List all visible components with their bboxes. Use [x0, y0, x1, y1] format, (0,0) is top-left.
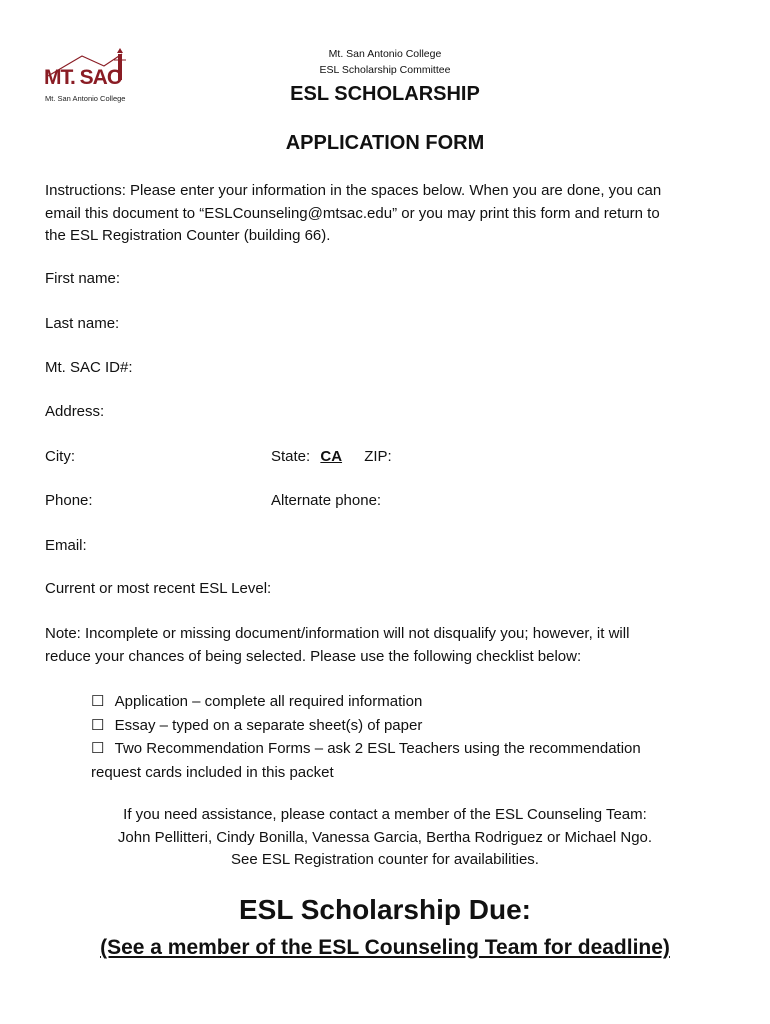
checklist: [91, 690, 751, 784]
checklist-item-essay: ☐ Essay – typed on a separate sheet(s) of paper: [91, 716, 423, 734]
alt-phone-label: Alternate phone:: [271, 492, 382, 509]
page-title: ESL SCHOLARSHIP: [290, 83, 480, 105]
committee-name: ESL Scholarship Committee: [319, 64, 451, 76]
assistance-line-1: If you need assistance, please contact a member of the ESL Counseling Team:: [123, 806, 647, 823]
address-label: Address:: [45, 403, 105, 420]
logo-subtext: Mt. San Antonio College: [45, 94, 126, 103]
esl-level-label: Current or most recent ESL Level:: [45, 580, 272, 597]
city-label: City:: [45, 448, 75, 465]
logo-text: MT. SAC: [44, 66, 121, 89]
checkbox-icon[interactable]: ☐: [91, 693, 105, 710]
checklist-item-recommendations-cont: request cards included in this packet: [91, 763, 334, 781]
page-subtitle: APPLICATION FORM: [285, 132, 485, 154]
instructions: [45, 180, 745, 248]
due-title: ESL Scholarship Due:: [239, 894, 531, 925]
first-name-label: First name:: [45, 270, 121, 287]
note-line-2: reduce your chances of being selected. Please use the following checklist below:: [45, 647, 582, 665]
note: [45, 623, 745, 668]
phone-label: Phone:: [45, 492, 93, 509]
checkbox-icon[interactable]: ☐: [91, 740, 105, 757]
zip-label: ZIP:: [364, 448, 392, 465]
state-field: [271, 448, 392, 465]
instructions-line-2: email this document to “ESLCounseling@mtsac.edu” or you may print this form and return to: [45, 204, 660, 222]
checklist-item-recommendations: ☐ Two Recommendation Forms – ask 2 ESL Teachers using the recommendation: [91, 740, 641, 757]
state-label: State:: [271, 448, 311, 465]
checklist-item-application: ☐ Application – complete all required information: [91, 693, 423, 710]
instructions-line-1: Instructions: Please enter your information in the spaces below. When you are done, you can: [45, 182, 662, 199]
due-subtitle: (See a member of the ESL Counseling Team for deadline): [100, 936, 670, 959]
instructions-line-3: the ESL Registration Counter (building 66).: [45, 227, 331, 244]
last-name-label: Last name:: [45, 315, 120, 332]
note-line-1: Note: Incomplete or missing document/information will not disqualify you; however, it will: [45, 625, 630, 642]
id-label: Mt. SAC ID#:: [45, 359, 133, 376]
assistance-line-3: See ESL Registration counter for availabilities.: [231, 851, 539, 868]
checkbox-icon[interactable]: ☐: [91, 716, 105, 734]
email-label: Email:: [45, 537, 87, 554]
college-name: Mt. San Antonio College: [328, 48, 442, 60]
state-value: CA: [320, 448, 343, 465]
assistance: [0, 804, 770, 872]
assistance-line-2: John Pellitteri, Cindy Bonilla, Vanessa Garcia, Bertha Rodriguez or Michael Ngo.: [117, 828, 653, 846]
